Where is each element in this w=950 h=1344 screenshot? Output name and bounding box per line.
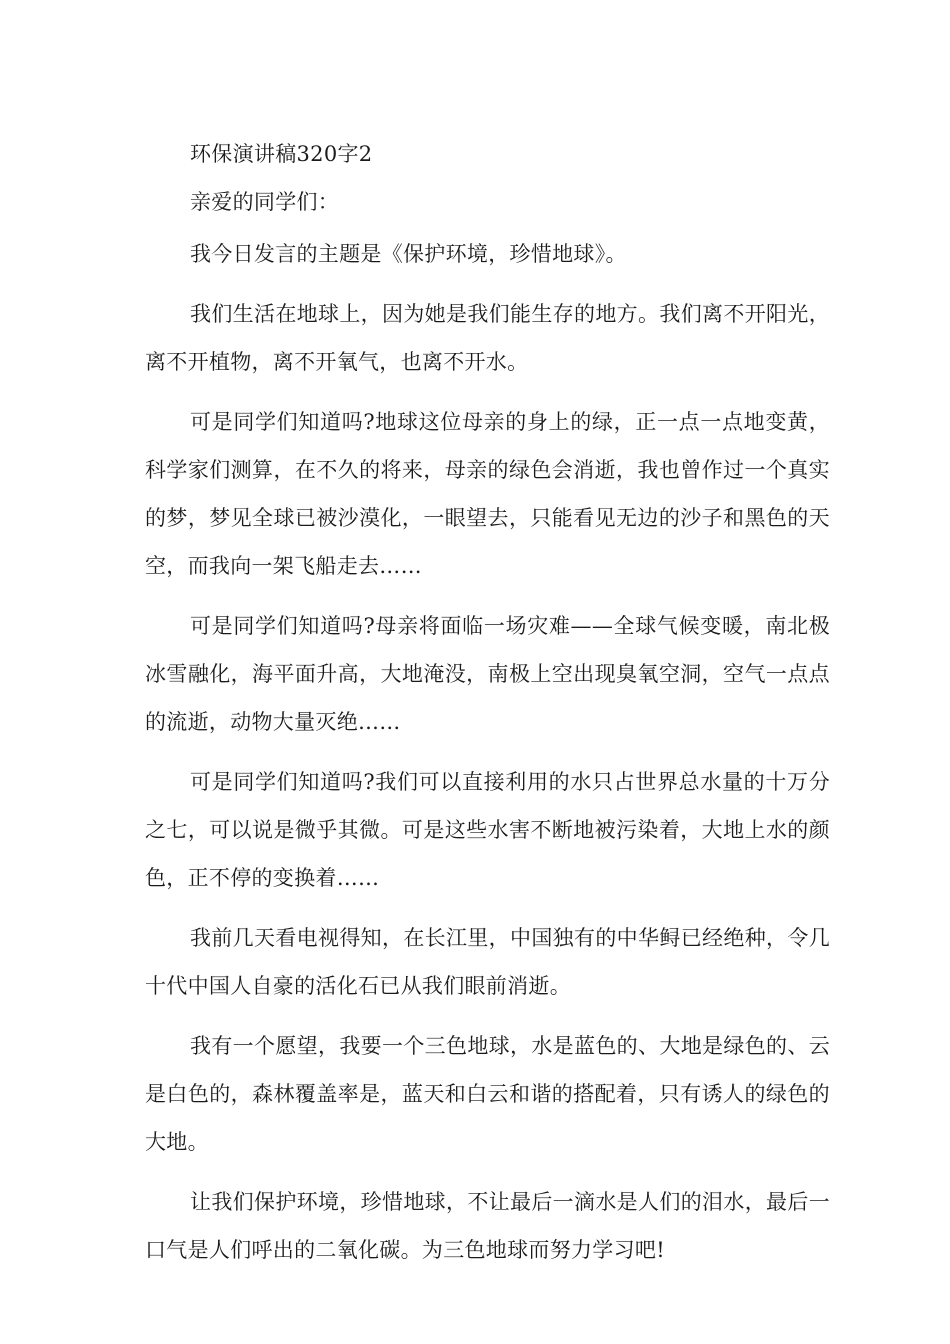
paragraph-2: 我们生活在地球上，因为她是我们能生存的地方。我们离不开阳光，离不开植物，离不开氧气，也离不开水。 xyxy=(145,302,830,374)
paragraph-4: 可是同学们知道吗?母亲将面临一场灾难——全球气候变暖，南北极冰雪融化，海平面升高，大地淹没，南极上空出现臭氧空洞，空气一点点的流逝，动物大量灭绝…… xyxy=(145,614,830,734)
paragraph-5: 可是同学们知道吗?我们可以直接利用的水只占世界总水量的十万分之七，可以说是微乎其微。可是这些水害不断地被污染着，大地上水的颜色，正不停的变换着…… xyxy=(145,770,830,890)
paragraph-6: 我前几天看电视得知，在长江里，中国独有的中华鲟已经绝种，令几十代中国人自豪的活化石已从我们眼前消逝。 xyxy=(145,926,830,998)
greeting-line: 亲爱的同学们： xyxy=(190,190,340,214)
paragraph-3: 可是同学们知道吗?地球这位母亲的身上的绿，正一点一点地变黄，科学家们测算，在不久的将来，母亲的绿色会消逝，我也曾作过一个真实的梦，梦见全球已被沙漠化，一眼望去，只能看见无边的沙子和黑色的天空，而我向一架飞船走去…… xyxy=(145,410,830,578)
document-title: 环保演讲稿320字2 xyxy=(190,142,373,166)
paragraph-1: 我今日发言的主题是《保护环境，珍惜地球》。 xyxy=(190,242,627,266)
paragraph-8: 让我们保护环境，珍惜地球，不让最后一滴水是人们的泪水，最后一口气是人们呼出的二氧化碳。为三色地球而努力学习吧! xyxy=(145,1190,830,1262)
paragraph-7: 我有一个愿望，我要一个三色地球，水是蓝色的、大地是绿色的、云是白色的，森林覆盖率是，蓝天和白云和谐的搭配着，只有诱人的绿色的大地。 xyxy=(145,1034,830,1154)
document-page xyxy=(145,134,830,1286)
